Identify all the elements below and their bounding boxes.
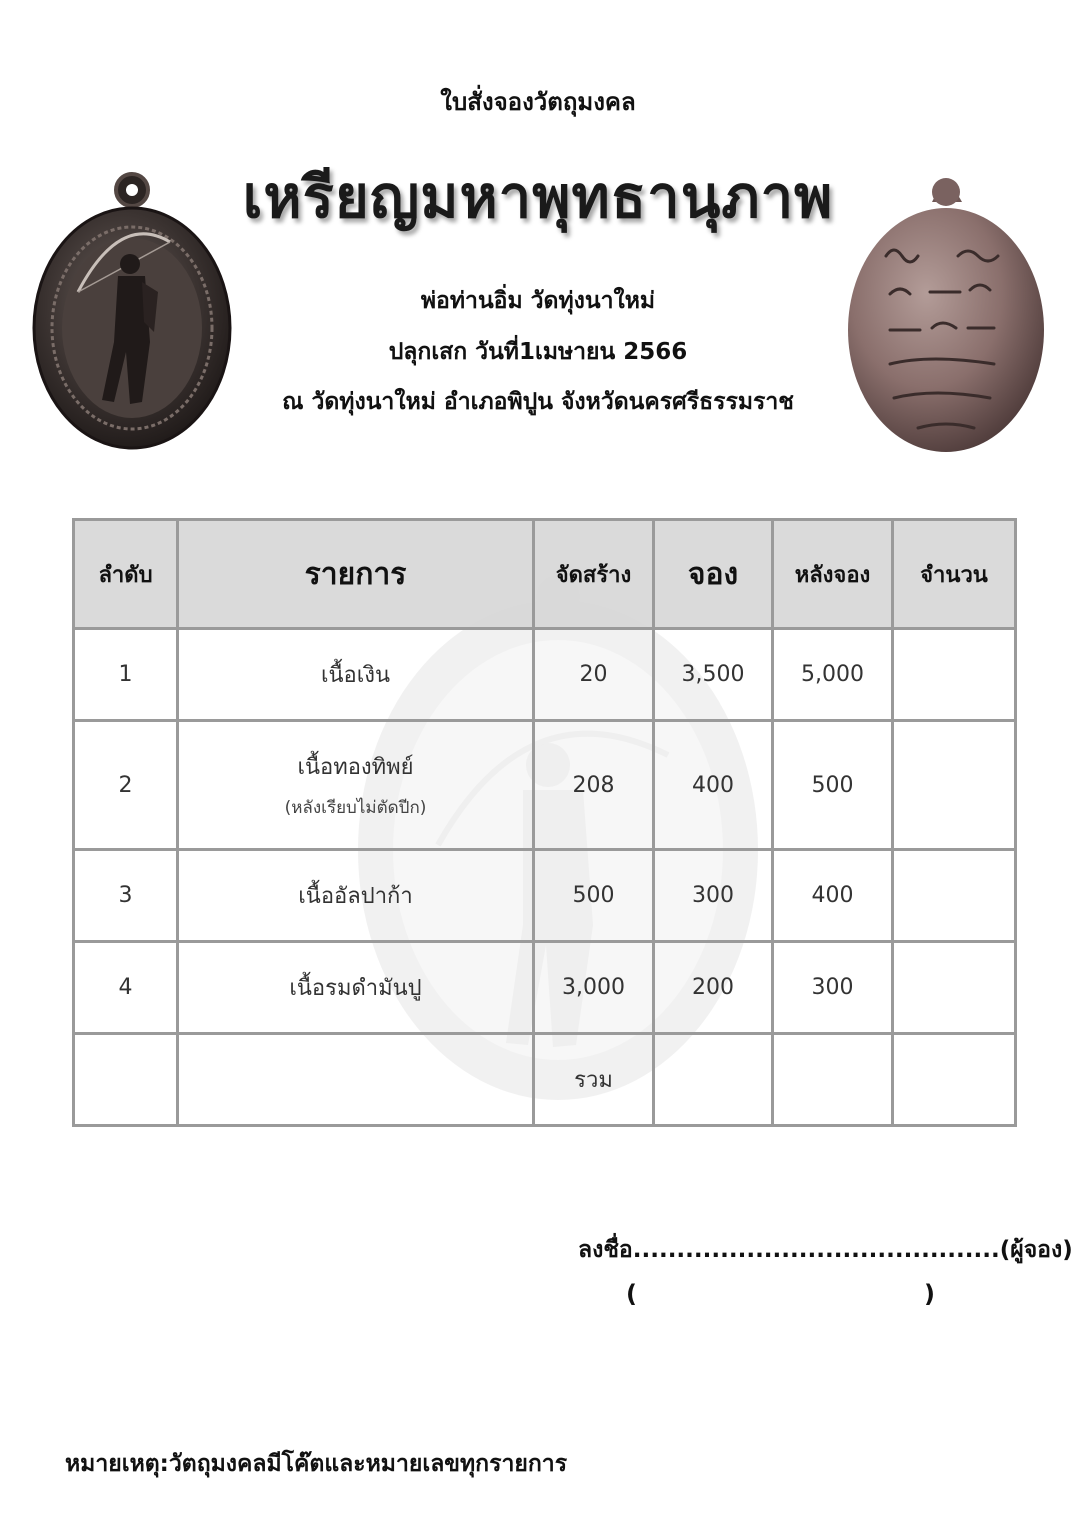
header-made: จัดสร้าง [534, 520, 654, 629]
header-quantity: จำนวน [893, 520, 1016, 629]
header-after-reserve: หลังจอง [773, 520, 893, 629]
row-made: 20 [534, 629, 654, 721]
table-row [74, 850, 1016, 942]
row-index: 1 [74, 629, 178, 721]
header-item: รายการ [178, 520, 534, 629]
row-index: 3 [74, 850, 178, 942]
table-row [74, 629, 1016, 721]
remark-note: หมายเหตุ:วัตถุมงคลมีโค๊ตและหมายเลขทุกรายการ [65, 1451, 568, 1477]
table-row [74, 942, 1016, 1034]
ceremony-date: ปลุกเสก วันที่1เมษายน 2566 [388, 339, 688, 365]
table-row [74, 721, 1016, 850]
order-table [72, 518, 1017, 1127]
table-total-row [74, 1034, 1016, 1126]
row-item-cell [178, 721, 534, 850]
total-empty-cell [178, 1034, 534, 1126]
medal-back-image [846, 172, 1048, 454]
row-made: 208 [534, 721, 654, 850]
signer-name-open-paren: ( [626, 1280, 637, 1308]
row-quantity-input[interactable] [893, 850, 1016, 942]
row-index: 4 [74, 942, 178, 1034]
monk-name: พ่อท่านอิ่ม วัดทุ่งนาใหม่ [420, 288, 656, 314]
row-after-reserve: 300 [773, 942, 893, 1034]
ceremony-place: ณ วัดทุ่งนาใหม่ อำเภอพิปูน จังหวัดนครศรีธรรมราช [282, 389, 794, 415]
row-item: เนื้อรมดำมันปู [178, 942, 534, 1034]
total-empty-cell [74, 1034, 178, 1126]
signature-line[interactable]: ลงชื่อ..........................................(ผู้จอง) [578, 1237, 1073, 1263]
header-index: ลำดับ [74, 520, 178, 629]
row-quantity-input[interactable] [893, 942, 1016, 1034]
document-title: เหรียญมหาพุทธานุภาพ [242, 163, 834, 231]
header-reserve: จอง [654, 520, 773, 629]
row-after-reserve: 500 [773, 721, 893, 850]
row-index: 2 [74, 721, 178, 850]
row-after-reserve: 400 [773, 850, 893, 942]
row-reserve: 200 [654, 942, 773, 1034]
total-label: รวม [534, 1034, 654, 1126]
row-quantity-input[interactable] [893, 721, 1016, 850]
row-quantity-input[interactable] [893, 629, 1016, 721]
row-reserve: 3,500 [654, 629, 773, 721]
total-empty-cell [773, 1034, 893, 1126]
row-made: 500 [534, 850, 654, 942]
total-empty-cell [654, 1034, 773, 1126]
row-made: 3,000 [534, 942, 654, 1034]
row-item: เนื้ออัลปาก้า [178, 850, 534, 942]
row-after-reserve: 5,000 [773, 629, 893, 721]
total-quantity-input[interactable] [893, 1034, 1016, 1126]
row-item-note: (หลังเรียบไม่ตัดปีก) [284, 798, 427, 818]
row-reserve: 400 [654, 721, 773, 850]
signer-name-close-paren: ) [924, 1280, 935, 1308]
row-item: เนื้อเงิน [178, 629, 534, 721]
row-item: เนื้อทองทิพย์ [297, 755, 414, 780]
document-subtitle: ใบสั่งจองวัตถุมงคล [440, 88, 636, 116]
medal-front-image [30, 172, 235, 452]
row-reserve: 300 [654, 850, 773, 942]
table-header-row [74, 520, 1016, 629]
